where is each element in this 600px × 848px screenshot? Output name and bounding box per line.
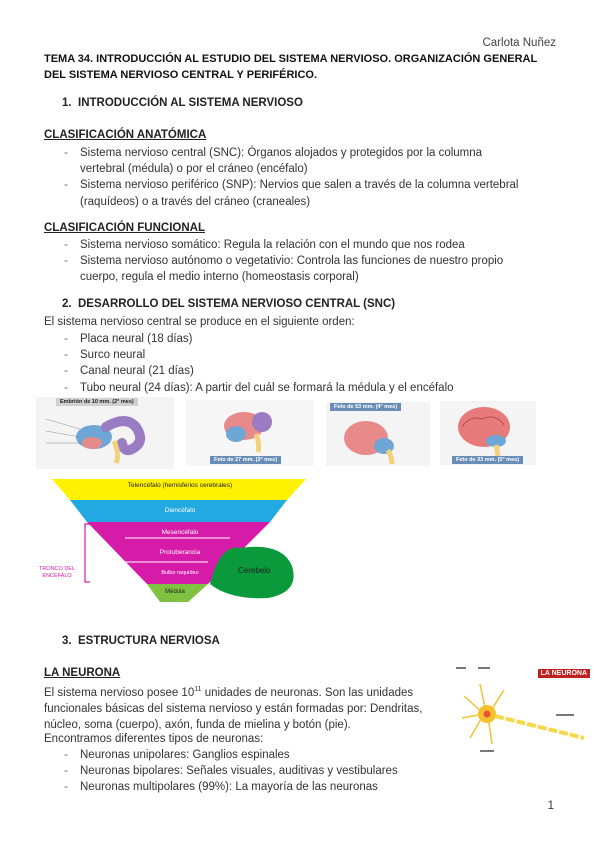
cerebelo-label: Cerebelo bbox=[238, 566, 271, 575]
subheading-anatomica: CLASIFICACIÓN ANATÓMICA bbox=[44, 129, 207, 141]
brain-hierarchy-pyramid bbox=[30, 476, 320, 604]
level-medula: Médula bbox=[165, 589, 185, 595]
list-item: - Sistema nervioso central (SNC): Órganos alojados y protegidos por la columna vertebral (médula) o por el cráneo (encéfalo) bbox=[62, 145, 522, 177]
section-title: INTRODUCCIÓN AL SISTEMA NERVIOSO bbox=[78, 97, 303, 109]
level-mesencefalo: Mesencéfalo bbox=[161, 529, 199, 536]
embryo-caption: Feto de 27 mm. (3° mes) bbox=[210, 456, 281, 464]
list-item: - Surco neural bbox=[62, 347, 542, 363]
section-3-heading bbox=[62, 635, 220, 647]
pyramid-shapes bbox=[30, 476, 320, 604]
section-number: 1. bbox=[62, 97, 72, 109]
fetus-53mm-illustration bbox=[326, 402, 430, 466]
list-item: - Neuronas multipolares (99%): La mayoría de las neuronas bbox=[62, 779, 442, 795]
list-item: - Sistema nervioso somático: Regula la relación con el mundo que nos rodea bbox=[62, 237, 532, 253]
section-number: 3. bbox=[62, 635, 72, 647]
neurona-types-intro: Encontramos diferentes tipos de neuronas: bbox=[44, 733, 264, 745]
level-telencefalo: Telencéfalo (hemisferios cerebrales) bbox=[127, 482, 233, 489]
list-item: - Neuronas bipolares: Señales visuales, auditivas y vestibulares bbox=[62, 763, 442, 779]
list-item: - Sistema nervioso periférico (SNP): Nervios que salen a través de la columna vertebral (raquídeos) o a través del cráneo (craneales) bbox=[62, 177, 522, 209]
level-diencefalo: Diencéfalo bbox=[164, 507, 196, 514]
neurona-text-b: unidades de neuronas. Son las unidades funcionales básicas del sistema nervioso y están formadas por: Dendritas, núcleo, soma (cuerpo), axón, funda de mielina y botón (pie). bbox=[44, 686, 423, 732]
list-item: - Neuronas unipolares: Ganglios espinales bbox=[62, 747, 442, 763]
level-protuberancia: Protuberancia bbox=[159, 549, 201, 556]
list-item: - Placa neural (18 días) bbox=[62, 331, 542, 347]
section-2-intro: El sistema nervioso central se produce en el siguiente orden: bbox=[44, 316, 355, 328]
level-bulbo: Bulbo raquídeo bbox=[161, 570, 199, 576]
subheading-funcional: CLASIFICACIÓN FUNCIONAL bbox=[44, 222, 205, 234]
embryo-figure-4 bbox=[440, 401, 536, 465]
anatomica-list bbox=[62, 145, 522, 210]
embryo-caption: Feto de 33 mm. (5° mes) bbox=[452, 456, 523, 464]
embryo-figure-3 bbox=[326, 402, 430, 466]
list-item: - Canal neural (21 días) bbox=[62, 363, 542, 379]
page-number: 1 bbox=[547, 800, 554, 812]
section-1-heading bbox=[62, 97, 303, 109]
author-name: Carlota Nuñez bbox=[482, 37, 556, 49]
neurona-exponent: 11 bbox=[194, 686, 202, 693]
section-number: 2. bbox=[62, 298, 72, 310]
funcional-list bbox=[62, 237, 532, 286]
tronco-label: TRONCO DEL ENCÉFALO bbox=[38, 566, 76, 579]
document-title: TEMA 34. INTRODUCCIÓN AL ESTUDIO DEL SISTEMA NERVIOSO. ORGANIZACIÓN GENERAL DEL SISTEMA NERVIOSO CENTRAL Y PERIFÉRICO. bbox=[44, 53, 538, 81]
neuron-illustration bbox=[456, 666, 594, 758]
list-item: - Tubo neural (24 días): A partir del cuál se formará la médula y el encéfalo bbox=[62, 380, 542, 396]
neurona-types-list bbox=[62, 747, 442, 796]
snc-development-list bbox=[62, 331, 542, 396]
subheading-neurona: LA NEURONA bbox=[44, 667, 121, 679]
neurona-text-a: El sistema nervioso posee 10 bbox=[44, 686, 195, 699]
embryo-figure-1 bbox=[36, 397, 174, 469]
embryo-caption: Embrión de 10 mm. (2° mes) bbox=[56, 398, 138, 406]
neurona-paragraph bbox=[44, 682, 444, 733]
embryo-10mm-illustration bbox=[36, 397, 174, 469]
embryo-caption: Feto de 53 mm. (4° mes) bbox=[330, 403, 401, 411]
embryo-figure-2 bbox=[186, 400, 314, 466]
section-2-heading bbox=[62, 298, 395, 310]
list-item: - Sistema nervioso autónomo o vegetativio: Controla las funciones de nuestro propio cuerpo, regula el medio interno (homeostasis corporal) bbox=[62, 253, 532, 285]
neuron-figure bbox=[456, 666, 594, 758]
section-title: ESTRUCTURA NERVIOSA bbox=[78, 635, 220, 647]
section-title: DESARROLLO DEL SISTEMA NERVIOSO CENTRAL (SNC) bbox=[78, 298, 396, 310]
neuron-figure-label: LA NEURONA bbox=[538, 669, 590, 678]
